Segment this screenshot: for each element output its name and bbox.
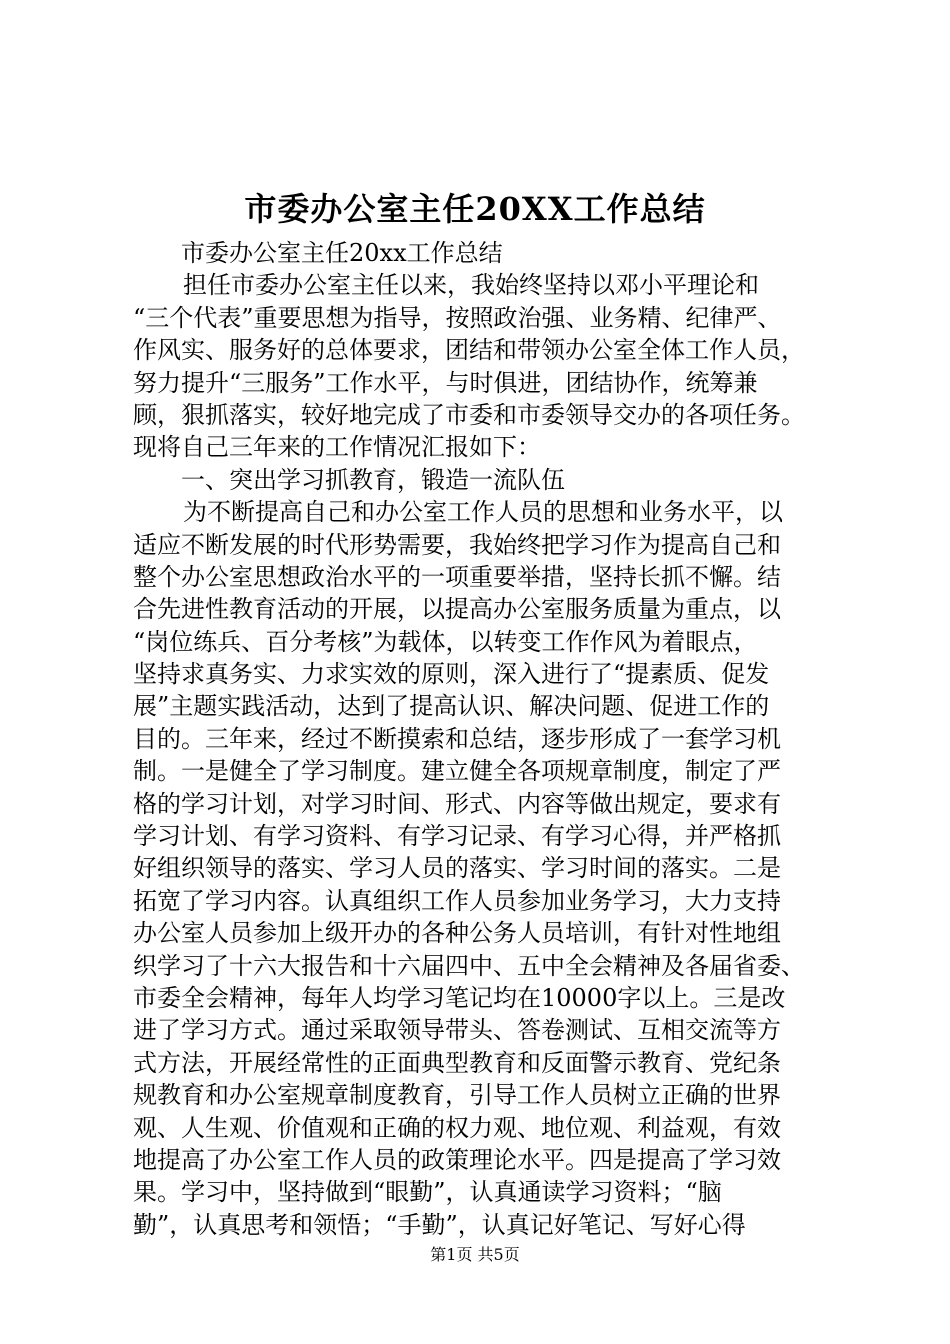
paragraph-line: 办公室人员参加上级开办的各种公务人员培训，有针对性地组 (133, 919, 781, 948)
paragraph-line: 进了学习方式。通过采取领导带头、答卷测试、互相交流等方 (133, 1016, 781, 1045)
paragraph-line: 式方法，开展经常性的正面典型教育和反面警示教育、党纪条 (133, 1048, 781, 1077)
paragraph-line: 格的学习计划，对学习时间、形式、内容等做出规定，要求有 (133, 789, 781, 818)
paragraph-line: 现将自己三年来的工作情况汇报如下： (133, 433, 541, 462)
paragraph-line: 合先进性教育活动的开展，以提高办公室服务质量为重点，以 (133, 595, 781, 624)
paragraph-line: 规教育和办公室规章制度教育，引导工作人员树立正确的世界 (133, 1081, 781, 1110)
paragraph-line: “三个代表”重要思想为指导，按照政治强、业务精、纪律严、 (133, 303, 782, 332)
paragraph-line: 坚持求真务实、力求实效的原则，深入进行了“提素质、促发 (133, 660, 770, 689)
paragraph-line: 为不断提高自己和办公室工作人员的思想和业务水平，以 (183, 498, 783, 527)
paragraph-line: 适应不断发展的时代形势需要，我始终把学习作为提高自己和 (133, 530, 781, 559)
document-body (133, 237, 833, 1241)
paragraph-line: 拓宽了学习内容。认真组织工作人员参加业务学习，大力支持 (133, 886, 781, 915)
paragraph-line: 担任市委办公室主任以来，我始终坚持以邓小平理论和 (183, 271, 759, 300)
paragraph-line: “岗位练兵、百分考核”为载体，以转变工作作风为着眼点， (133, 627, 758, 656)
paragraph-line: 勤”，认真思考和领悟；“手勤”，认真记好笔记、写好心得 (133, 1210, 746, 1239)
document-title: 市委办公室主任20XX工作总结 (244, 190, 706, 228)
subtitle-line: 市委办公室主任20xx工作总结 (181, 239, 503, 267)
paragraph-line: 整个办公室思想政治水平的一项重要举措，坚持长抓不懈。结 (133, 562, 781, 591)
paragraph-line: 展”主题实践活动，达到了提高认识、解决问题、促进工作的 (133, 692, 770, 721)
paragraph-line: 作风实、服务好的总体要求，团结和带领办公室全体工作人员， (133, 336, 805, 365)
paragraph-line: 观、人生观、价值观和正确的权力观、地位观、利益观，有效 (133, 1113, 781, 1142)
paragraph-line: 制。一是健全了学习制度。建立健全各项规章制度，制定了严 (133, 757, 781, 786)
paragraph-line: 目的。三年来，经过不断摸索和总结，逐步形成了一套学习机 (133, 724, 781, 753)
paragraph-line: 织学习了十六大报告和十六届四中、五中全会精神及各届省委、 (133, 951, 805, 980)
paragraph-line: 地提高了办公室工作人员的政策理论水平。四是提高了学习效 (133, 1145, 781, 1174)
paragraph-line: 果。学习中，坚持做到“眼勤”，认真通读学习资料；“脑 (133, 1178, 722, 1207)
section-heading: 一、突出学习抓教育，锻造一流队伍 (181, 465, 565, 494)
paragraph-line: 努力提升“三服务”工作水平，与时俱进，团结协作，统筹兼 (133, 368, 758, 397)
page-number-footer: 第1页 共5页 (430, 1245, 520, 1264)
paragraph-line: 好组织领导的落实、学习人员的落实、学习时间的落实。二是 (133, 854, 781, 883)
paragraph-line: 顾，狠抓落实，较好地完成了市委和市委领导交办的各项任务。 (133, 400, 805, 429)
paragraph-line: 学习计划、有学习资料、有学习记录、有学习心得，并严格抓 (133, 822, 781, 851)
paragraph-line: 市委全会精神，每年人均学习笔记均在10000字以上。三是改 (133, 983, 786, 1012)
